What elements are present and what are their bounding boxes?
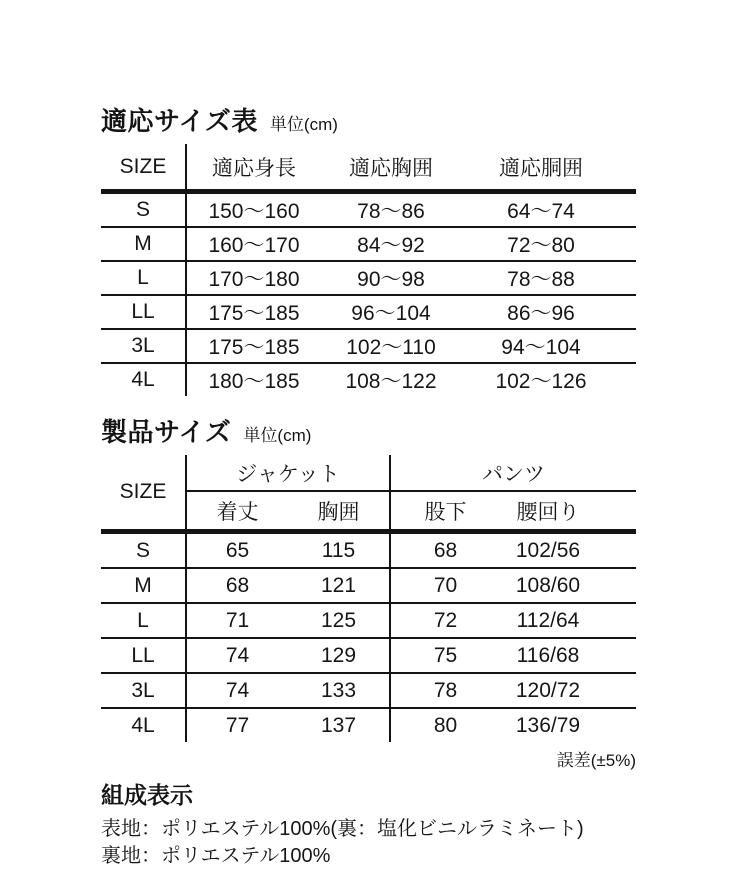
applicable-size-table [101,144,636,396]
table-row [101,261,636,295]
cell-size: M [101,568,186,603]
cell-chest: 90〜98 [321,261,461,295]
cell-size: L [101,603,186,638]
cell-size: 3L [101,673,186,708]
composition-title: 組成表示 [101,782,193,808]
cell-pants-inseam: 70 [390,568,500,603]
cell-size: 4L [101,708,186,742]
cell-waist: 102〜126 [495,370,587,393]
cell-pants-inseam: 68 [390,532,500,569]
cell-jacket-length: 71 [186,603,288,638]
cell-size: L [101,261,186,295]
table-row [101,532,636,569]
column-header-jacket-length: 着丈 [186,491,288,532]
cell-waist: 86〜96 [461,295,636,329]
cell-size: 3L [101,329,186,363]
table-header-row [101,144,636,192]
table-row [101,568,636,603]
cell-size: S [101,532,186,569]
column-header-waist: 適応胴囲 [461,144,636,192]
product-size-title-row [101,412,638,449]
cell-pants-waist: 116/68 [500,638,636,673]
column-header-pants-inseam: 股下 [390,491,500,532]
cell-waist: 72〜80 [461,227,636,261]
cell-pants-inseam: 80 [433,713,458,737]
composition-section [101,777,638,870]
sheet-content [101,101,638,870]
product-size-title: 製品サイズ [101,417,232,447]
group-header-pants: パンツ [390,455,636,491]
cell-size: M [101,227,186,261]
table-row [101,363,636,396]
cell-size: LL [101,295,186,329]
cell-jacket-length: 65 [186,532,288,569]
cell-jacket-chest: 133 [288,673,390,708]
column-header-pants-waist: 腰回り [500,491,636,532]
size-chart-title-row [101,101,638,138]
cell-height: 175〜185 [186,295,321,329]
cell-jacket-length: 77 [225,713,250,737]
cell-jacket-chest: 129 [288,638,390,673]
cell-waist: 94〜104 [461,329,636,363]
table-row [101,329,636,363]
cell-pants-inseam: 75 [390,638,500,673]
cell-size: 4L [101,363,186,396]
column-header-jacket-chest: 胸囲 [288,491,390,532]
cell-chest: 96〜104 [321,295,461,329]
table-row [101,192,636,228]
cell-size: LL [101,638,186,673]
table-row [101,708,636,742]
cell-pants-waist: 136/79 [515,713,581,737]
cell-pants-waist: 112/64 [500,603,636,638]
column-header-height: 適応身長 [186,144,321,192]
cell-height: 175〜185 [186,329,321,363]
cell-pants-waist: 102/56 [500,532,636,569]
column-header-size: SIZE [101,455,186,532]
cell-pants-inseam: 72 [390,603,500,638]
cell-pants-waist: 120/72 [500,673,636,708]
table-row [101,295,636,329]
cell-waist: 64〜74 [461,192,636,228]
table-row [101,227,636,261]
cell-size: S [101,192,186,228]
cell-height: 160〜170 [186,227,321,261]
size-chart-title: 適応サイズ表 [101,106,258,136]
cell-jacket-chest: 125 [288,603,390,638]
table-row [101,673,636,708]
cell-jacket-length: 74 [186,638,288,673]
column-header-chest: 適応胸囲 [321,144,461,192]
cell-height: 150〜160 [186,192,321,228]
group-header-row [101,455,636,491]
cell-height: 170〜180 [186,261,321,295]
cell-jacket-chest: 115 [288,532,390,569]
tolerance-note: 誤差(±5%) [556,751,636,770]
cell-pants-inseam: 78 [390,673,500,708]
column-header-size: SIZE [101,144,186,192]
composition-outer-fabric: 表地：ポリエステル100%(裏：塩化ビニルラミネート) [101,818,584,840]
table-row [101,638,636,673]
size-chart-unit-label: 単位(cm) [269,115,338,134]
cell-chest: 108〜122 [345,370,437,393]
cell-height: 180〜185 [208,370,300,393]
cell-pants-waist: 108/60 [500,568,636,603]
table-row [101,603,636,638]
product-size-unit-label: 単位(cm) [243,426,312,445]
product-size-table [101,455,636,742]
cell-jacket-chest: 137 [288,708,390,742]
cell-chest: 102〜110 [321,329,461,363]
group-header-jacket: ジャケット [186,455,390,491]
cell-jacket-length: 74 [186,673,288,708]
cell-waist: 78〜88 [461,261,636,295]
cell-chest: 84〜92 [321,227,461,261]
cell-chest: 78〜86 [321,192,461,228]
composition-lining-fabric: 裏地：ポリエステル100% [101,845,331,867]
cell-jacket-length: 68 [186,568,288,603]
cell-jacket-chest: 121 [288,568,390,603]
